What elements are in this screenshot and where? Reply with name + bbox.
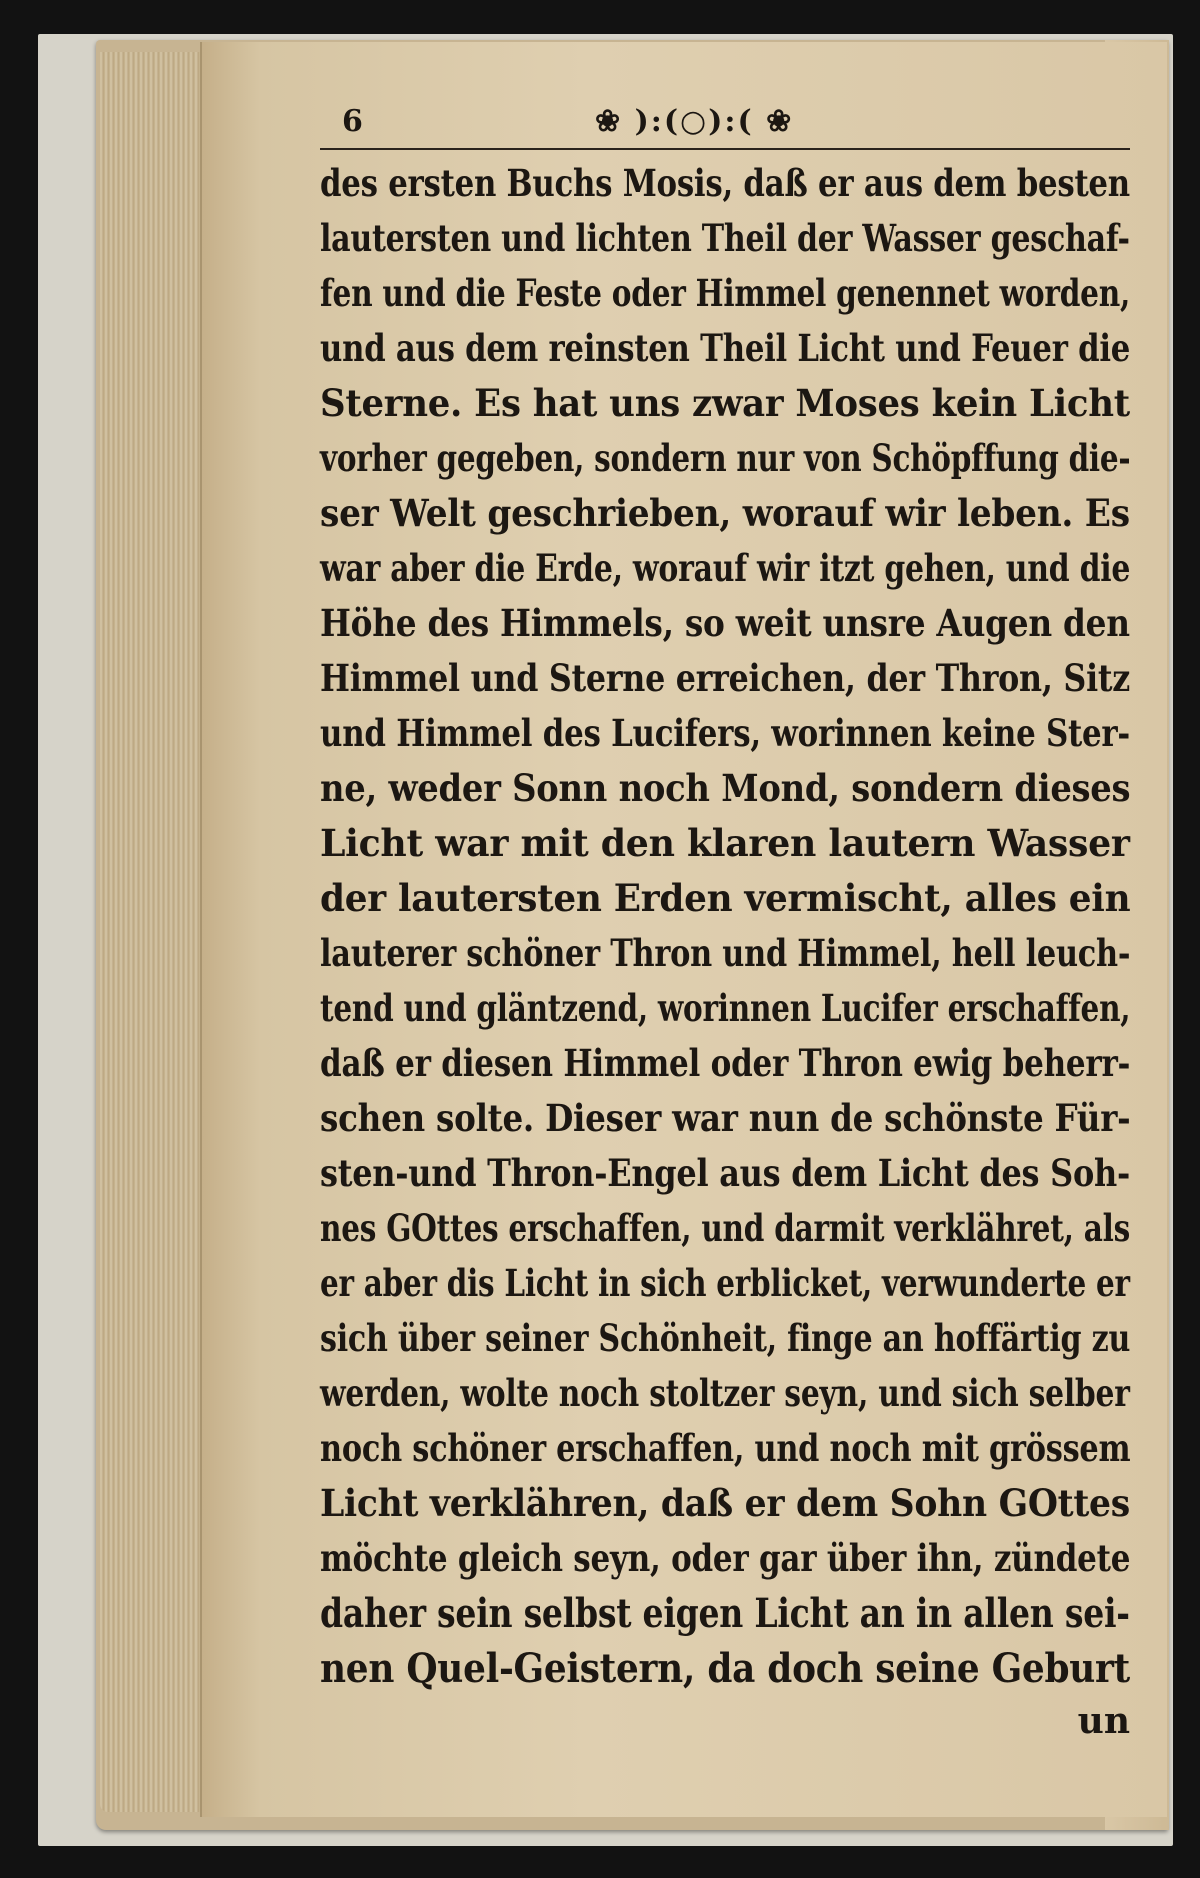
text-line: der lautersten Erden vermischt, alles ein (320, 876, 1131, 920)
text-line: war aber die Erde, worauf wir itzt gehen, und die (320, 546, 1131, 590)
text-line: Licht war mit den klaren lautern Wasser (320, 821, 1130, 865)
page-header (320, 98, 1130, 150)
header-ornament: ❀ ):(○):( ❀ (595, 104, 794, 139)
text-line: nen Quel-Geistern, da doch seine Geburt (320, 1645, 1130, 1692)
text-line: ser Welt geschrieben, worauf wir leben. Es (320, 491, 1130, 535)
text-line: sich über seiner Schönheit, finge an hoffärtig zu (320, 1316, 1131, 1360)
text-line: Sterne. Es hat uns zwar Moses kein Licht (320, 381, 1130, 425)
text-line: noch schöner erschaffen, und noch mit grössem (320, 1426, 1131, 1470)
catchword: un (1077, 1700, 1130, 1742)
text-line: lauterer schöner Thron und Himmel, hell leuch- (320, 931, 1131, 975)
page-number: 6 (342, 104, 363, 139)
text-line: er aber dis Licht in sich erblicket, verwunderte er (320, 1261, 1130, 1305)
text-line: Licht verklähren, daß er dem Sohn GOttes (320, 1481, 1130, 1525)
text-line: ne, weder Sonn noch Mond, sondern dieses (320, 766, 1131, 810)
text-line: vorher gegeben, sondern nur von Schöpffung die- (320, 436, 1131, 480)
text-line: tend und gläntzend, worinnen Lucifer erschaffen, (320, 986, 1131, 1030)
text-line: fen und die Feste oder Himmel genennet worden, (320, 271, 1131, 315)
page-edges (100, 52, 200, 1812)
text-line: möchte gleich seyn, oder gar über ihn, zündete (320, 1536, 1131, 1580)
book-page (200, 42, 1167, 1817)
text-line: schen solte. Dieser war nun de schönste Für- (320, 1096, 1131, 1140)
text-line: Himmel und Sterne erreichen, der Thron, Sitz (320, 656, 1131, 700)
text-line: lautersten und lichten Theil der Wasser geschaf- (320, 216, 1130, 260)
text-line: sten-und Thron-Engel aus dem Licht des Soh- (320, 1151, 1130, 1195)
text-line: des ersten Buchs Mosis, daß er aus dem besten (320, 161, 1130, 205)
text-line: nes GOttes erschaffen, und darmit verklähret, als (320, 1206, 1130, 1250)
text-line: daß er diesen Himmel oder Thron ewig beherr- (320, 1041, 1131, 1085)
text-line: Höhe des Himmels, so weit unsre Augen den (320, 601, 1130, 645)
body-text (320, 156, 1130, 1696)
text-line: werden, wolte noch stoltzer seyn, und sich selber (320, 1371, 1130, 1415)
text-line: und Himmel des Lucifers, worinnen keine Ster- (320, 711, 1130, 755)
text-block (320, 98, 1130, 1746)
text-line: und aus dem reinsten Theil Licht und Feuer die (320, 326, 1131, 370)
text-line: daher sein selbst eigen Licht an in allen sei- (320, 1590, 1130, 1637)
